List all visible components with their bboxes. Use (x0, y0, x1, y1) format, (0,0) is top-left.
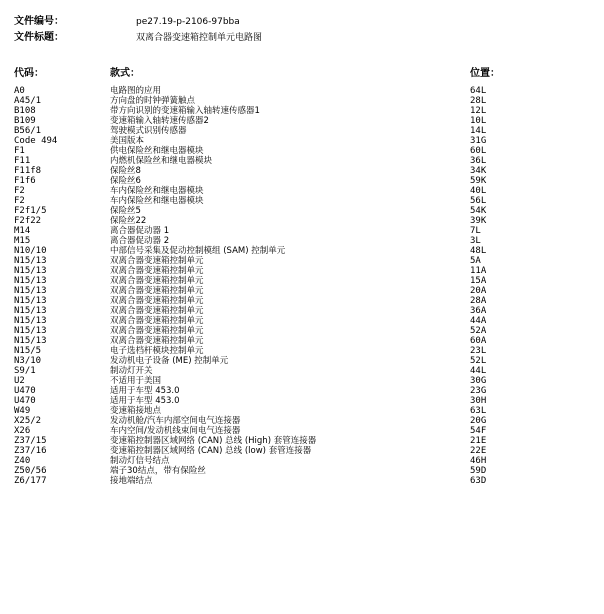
row-description: 电路图的应用 (110, 86, 162, 96)
table-row (14, 166, 594, 176)
row-code: N15/13 (14, 286, 47, 296)
row-position: 60L (470, 146, 487, 156)
row-description: 方向盘的时钟弹簧触点 (110, 96, 196, 106)
row-description: 双离合器变速箱控制单元 (110, 316, 204, 326)
row-code: Z6/177 (14, 476, 47, 486)
row-position: 64L (470, 86, 487, 96)
table-row (14, 186, 594, 196)
table-row (14, 476, 594, 486)
row-position: 23G (470, 386, 487, 396)
row-position: 39K (470, 216, 487, 226)
table-row (14, 456, 594, 466)
row-code: A45/1 (14, 96, 42, 106)
row-code: N15/13 (14, 276, 47, 286)
row-description: 双离合器变速箱控制单元 (110, 256, 204, 266)
row-description: 离合器促动器 2 (110, 236, 170, 246)
table-row (14, 346, 594, 356)
row-description: 端子30结点，带有保险丝 (110, 466, 206, 476)
doc-title-value: 双离合器变速箱控制单元电路图 (136, 33, 263, 43)
row-code: N15/13 (14, 266, 47, 276)
row-position: 36A (470, 306, 487, 316)
row-description: 保险丝5 (110, 206, 141, 216)
row-code: F11 (14, 156, 31, 166)
table-row (14, 176, 594, 186)
table-row (14, 376, 594, 386)
row-code: M15 (14, 236, 31, 246)
table-row (14, 236, 594, 246)
row-position: 40L (470, 186, 487, 196)
table-row (14, 306, 594, 316)
row-code: Z37/16 (14, 446, 47, 456)
row-position: 20G (470, 416, 487, 426)
row-position: 14L (470, 126, 487, 136)
table-row (14, 136, 594, 146)
doc-title-label: 文件标题： (14, 32, 64, 43)
row-position: 12L (470, 106, 487, 116)
table-row (14, 106, 594, 116)
row-position: 31G (470, 136, 487, 146)
row-description: 变速箱输入轴转速传感器2 (110, 116, 209, 126)
row-position: 44A (470, 316, 487, 326)
row-code: N15/13 (14, 336, 47, 346)
header-description: 款式： (110, 68, 140, 79)
table-row (14, 216, 594, 226)
row-description: 制动灯开关 (110, 366, 153, 376)
row-position: 22E (470, 446, 487, 456)
table-row (14, 156, 594, 166)
row-code: F1 (14, 146, 25, 156)
row-code: N3/10 (14, 356, 42, 366)
row-position: 11A (470, 266, 487, 276)
row-position: 15A (470, 276, 487, 286)
row-code: S9/1 (14, 366, 36, 376)
row-position: 34K (470, 166, 487, 176)
table-row (14, 86, 594, 96)
row-position: 60A (470, 336, 487, 346)
row-position: 54K (470, 206, 487, 216)
row-description: 双离合器变速箱控制单元 (110, 326, 204, 336)
row-description: 驾驶模式识别传感器 (110, 126, 187, 136)
row-description: 不适用于美国 (110, 376, 162, 386)
table-row (14, 296, 594, 306)
row-code: N15/5 (14, 346, 42, 356)
component-table (14, 86, 594, 486)
table-row (14, 386, 594, 396)
row-description: 供电保险丝和继电器模块 (110, 146, 204, 156)
row-description: 车内空间/发动机线束间电气连接器 (110, 426, 241, 436)
row-description: 变速箱控制器区域网络 (CAN) 总线 (High) 套管连接器 (110, 436, 317, 446)
row-description: 适用于车型 453.0 (110, 386, 180, 396)
table-row (14, 276, 594, 286)
row-position: 20A (470, 286, 487, 296)
row-description: 发动机舱/汽车内部空间电气连接器 (110, 416, 241, 426)
row-description: 双离合器变速箱控制单元 (110, 276, 204, 286)
header-position: 位置： (470, 68, 500, 79)
row-code: Z40 (14, 456, 31, 466)
row-code: U470 (14, 386, 36, 396)
table-row (14, 226, 594, 236)
table-row (14, 426, 594, 436)
table-row (14, 256, 594, 266)
row-code: N15/13 (14, 296, 47, 306)
table-row (14, 116, 594, 126)
row-position: 63L (470, 406, 487, 416)
row-description: 中部信号采集及促动控制模组 (SAM) 控制单元 (110, 246, 286, 256)
table-row (14, 266, 594, 276)
table-row (14, 366, 594, 376)
table-row (14, 416, 594, 426)
row-description: 双离合器变速箱控制单元 (110, 296, 204, 306)
row-description: 车内保险丝和继电器模块 (110, 186, 204, 196)
row-code: F2f1/5 (14, 206, 47, 216)
row-code: F2 (14, 196, 25, 206)
row-code: N15/13 (14, 326, 47, 336)
table-row (14, 446, 594, 456)
row-description: 制动灯信号结点 (110, 456, 170, 466)
row-description: 美国版本 (110, 136, 145, 146)
row-code: M14 (14, 226, 31, 236)
row-code: N10/10 (14, 246, 47, 256)
row-description: 接地端结点 (110, 476, 153, 486)
row-description: 保险丝8 (110, 166, 141, 176)
row-code: N15/13 (14, 306, 47, 316)
row-description: 变速箱控制器区域网络 (CAN) 总线 (low) 套管连接器 (110, 446, 312, 456)
row-position: 52L (470, 356, 487, 366)
row-code: Z37/15 (14, 436, 47, 446)
table-row (14, 336, 594, 346)
row-code: F11f8 (14, 166, 42, 176)
row-position: 5A (470, 256, 481, 266)
table-row (14, 206, 594, 216)
row-position: 36L (470, 156, 487, 166)
table-row (14, 96, 594, 106)
row-position: 46H (470, 456, 487, 466)
row-description: 保险丝22 (110, 216, 147, 226)
table-row (14, 246, 594, 256)
row-code: F2f22 (14, 216, 42, 226)
doc-number-label: 文件编号： (14, 16, 64, 27)
row-description: 电子选档杆模块控制单元 (110, 346, 204, 356)
doc-number-value: pe27.19-p-2106-97bba (136, 17, 240, 27)
row-code: U470 (14, 396, 36, 406)
row-code: N15/13 (14, 256, 47, 266)
row-code: U2 (14, 376, 25, 386)
row-description: 双离合器变速箱控制单元 (110, 336, 204, 346)
row-position: 48L (470, 246, 487, 256)
row-position: 56L (470, 196, 487, 206)
table-row (14, 286, 594, 296)
row-code: F1f6 (14, 176, 36, 186)
row-position: 59K (470, 176, 487, 186)
row-position: 30G (470, 376, 487, 386)
row-position: 63D (470, 476, 487, 486)
table-row (14, 326, 594, 336)
row-description: 双离合器变速箱控制单元 (110, 266, 204, 276)
row-position: 23L (470, 346, 487, 356)
row-code: W49 (14, 406, 31, 416)
row-description: 内燃机保险丝和继电器模块 (110, 156, 213, 166)
row-description: 适用于车型 453.0 (110, 396, 180, 406)
row-position: 54F (470, 426, 487, 436)
row-code: B109 (14, 116, 36, 126)
table-row (14, 146, 594, 156)
table-row (14, 316, 594, 326)
row-description: 保险丝6 (110, 176, 141, 186)
table-row (14, 356, 594, 366)
row-description: 双离合器变速箱控制单元 (110, 306, 204, 316)
row-description: 变速箱接地点 (110, 406, 162, 416)
table-row (14, 406, 594, 416)
row-position: 21E (470, 436, 487, 446)
table-header (14, 64, 594, 78)
row-code: B108 (14, 106, 36, 116)
row-position: 10L (470, 116, 487, 126)
table-row (14, 436, 594, 446)
table-row (14, 396, 594, 406)
row-position: 44L (470, 366, 487, 376)
table-row (14, 196, 594, 206)
row-code: F2 (14, 186, 25, 196)
table-row (14, 126, 594, 136)
header-code: 代码： (14, 68, 44, 79)
row-position: 30H (470, 396, 487, 406)
row-position: 59D (470, 466, 487, 476)
table-row (14, 466, 594, 476)
row-code: A0 (14, 86, 25, 96)
row-code: Z50/56 (14, 466, 47, 476)
row-description: 双离合器变速箱控制单元 (110, 286, 204, 296)
row-position: 28A (470, 296, 487, 306)
row-position: 28L (470, 96, 487, 106)
row-code: N15/13 (14, 316, 47, 326)
row-position: 3L (470, 236, 481, 246)
row-position: 7L (470, 226, 481, 236)
row-description: 离合器促动器 1 (110, 226, 170, 236)
row-description: 车内保险丝和继电器模块 (110, 196, 204, 206)
row-code: X26 (14, 426, 31, 436)
row-position: 52A (470, 326, 487, 336)
row-code: Code 494 (14, 136, 58, 146)
row-description: 带方向识别的变速箱输入轴转速传感器1 (110, 106, 260, 116)
row-code: X25/2 (14, 416, 42, 426)
row-code: B56/1 (14, 126, 42, 136)
row-description: 发动机电子设备 (ME) 控制单元 (110, 356, 229, 366)
